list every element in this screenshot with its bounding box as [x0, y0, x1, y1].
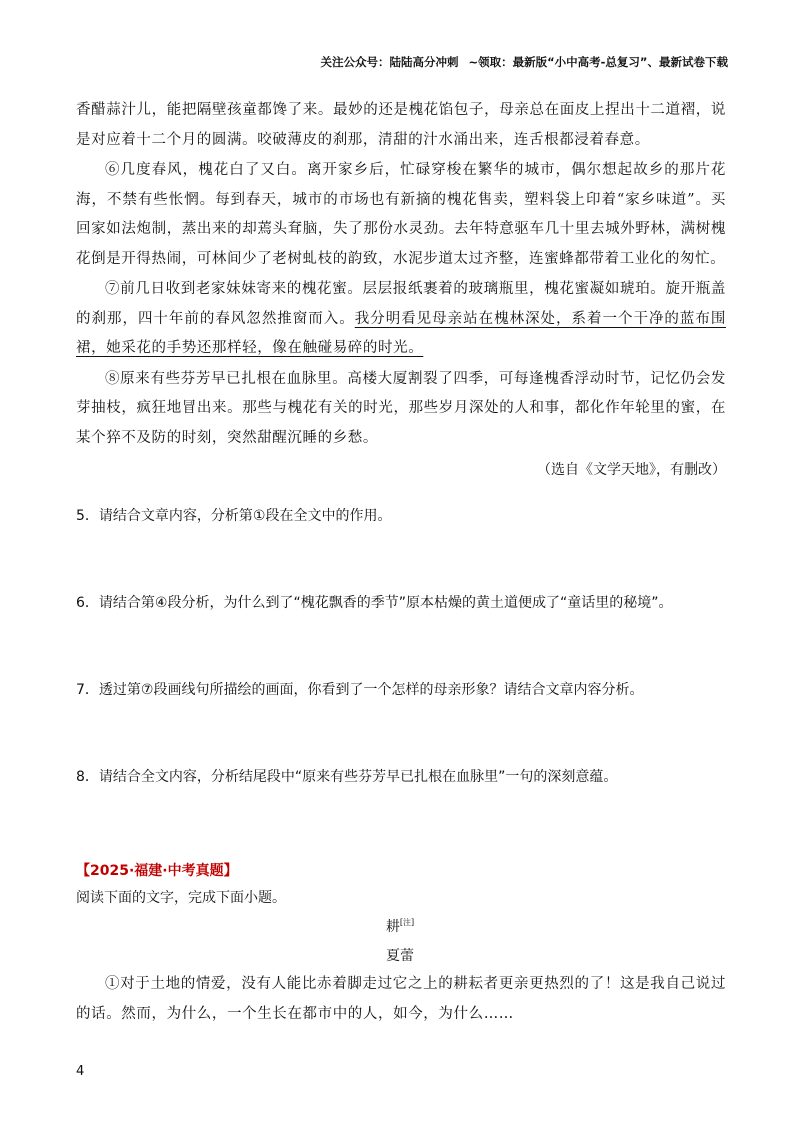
- article-body: [76, 96, 726, 485]
- essay-body: [76, 970, 726, 1030]
- question-6: 6．请结合第④段分析，为什么到了“槐花飘香的季节”原本枯燥的黄土道便成了“童话里的秘境”。: [76, 595, 673, 611]
- essay-title-text: 耕: [385, 919, 400, 935]
- question-5: 5．请结合文章内容，分析第①段在全文中的作用。: [76, 508, 392, 524]
- essay-title: [0, 916, 800, 936]
- essay-paragraph-1: ①对于土地的情爱，没有人能比赤着脚走过它之上的耕耘者更亲更热烈的了！这是我自己说过的话。然而，为什么，一个生长在都市中的人，如今，为什么……: [76, 976, 726, 1022]
- header-left: 关注公众号：陆陆高分冲刺: [320, 55, 459, 69]
- page-number: 4: [76, 1064, 85, 1079]
- essay-author: 夏蕾: [386, 948, 414, 964]
- reading-instruction: 阅读下面的文字，完成下面小题。: [76, 890, 286, 906]
- paragraph-8: ⑧原来有些芬芳早已扎根在血脉里。高楼大厦割裂了四季，可每逢槐香浮动时节，记忆仍会发芽抽枝，疯狂地冒出来。那些与槐花有关的时光，那些岁月深处的人和事，都化作年轮里的蜜，在某个猝不及防的时刻，突然甜醒沉睡的乡愁。: [76, 370, 726, 446]
- paragraph-7-text: ⑦前几日收到老家妹妹寄来的槐花蜜。层层报纸裹着的玻璃瓶里，槐花蜜凝如琥珀。旋开瓶盖的刹那，四十年前的春风忽然推窗而入。: [76, 281, 726, 327]
- source-citation: （选自《文学天地》，有删改）: [537, 462, 726, 478]
- section-tag: 【2025·福建·中考真题】: [76, 863, 238, 879]
- paragraph-6: ⑥几度春风，槐花白了又白。离开家乡后，忙碌穿梭在繁华的城市，偶尔想起故乡的那片花海，不禁有些怅惘。每到春天，城市的市场也有新摘的槐花售卖，塑料袋上印着“家乡味道”。买回家如法炮制，蒸出来的却蔫头耷脑，失了那份水灵劲。去年特意驱车几十里去城外野林，满树槐花倒是开得热闹，可林间少了老树虬枝的韵致，水泥步道太过齐整，连蜜蜂都带着工业化的匆忙。: [76, 162, 726, 267]
- paragraph-continued: 香醋蒜汁儿，能把隔壁孩童都馋了来。最妙的还是槐花馅包子，母亲总在面皮上捏出十二道褶，说是对应着十二个月的圆满。咬破薄皮的刹那，清甜的汁水涌出来，连舌根都浸着春意。: [76, 102, 726, 148]
- title-note: [注]: [399, 918, 415, 927]
- header-right: ~领取：最新版“小中高考-总复习”、最新试卷下载: [468, 55, 728, 69]
- question-8: 8．请结合全文内容，分析结尾段中“原来有些芬芳早已扎根在血脉里”一句的深刻意蕴。: [76, 769, 618, 785]
- page-header: [320, 54, 728, 70]
- paragraph-7: [76, 275, 726, 364]
- underlined-sentence: 我分明看见母亲站在槐林深处，系着一个干净的蓝布围裙，她采花的手势还那样轻，像在触碰易碎的时光。: [76, 310, 726, 356]
- question-7: 7．透过第⑦段画线句所描绘的画面，你看到了一个怎样的母亲形象？请结合文章内容分析。: [76, 682, 644, 698]
